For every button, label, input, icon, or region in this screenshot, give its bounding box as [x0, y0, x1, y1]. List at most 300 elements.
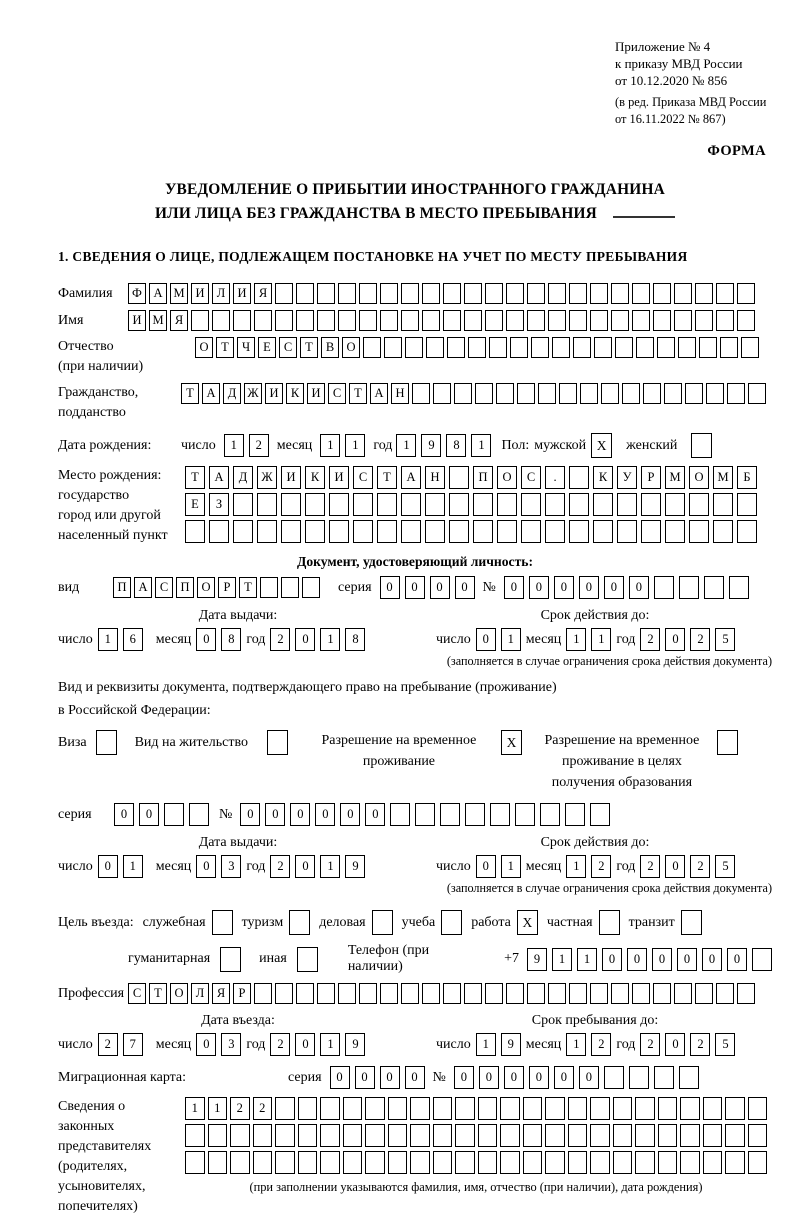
char-box[interactable] — [590, 1097, 610, 1120]
char-box[interactable]: 9 — [421, 434, 441, 457]
residence-permit-checkbox[interactable] — [267, 730, 288, 755]
char-box[interactable] — [674, 983, 692, 1004]
char-box[interactable] — [212, 310, 230, 331]
char-box[interactable]: 0 — [677, 948, 697, 971]
char-box[interactable] — [685, 383, 703, 404]
char-box[interactable] — [380, 310, 398, 331]
char-box[interactable] — [680, 1151, 700, 1174]
char-box[interactable] — [727, 383, 745, 404]
char-box[interactable]: Т — [149, 983, 167, 1004]
char-box[interactable] — [695, 310, 713, 331]
char-box[interactable] — [401, 283, 419, 304]
purpose-work-checkbox[interactable]: X — [517, 910, 538, 935]
char-box[interactable] — [388, 1151, 408, 1174]
char-box[interactable] — [478, 1151, 498, 1174]
char-box[interactable] — [302, 577, 320, 598]
char-box[interactable] — [296, 310, 314, 331]
char-box[interactable] — [281, 493, 301, 516]
char-box[interactable]: 5 — [715, 855, 735, 878]
char-box[interactable]: 1 — [396, 434, 416, 457]
char-box[interactable]: 5 — [715, 628, 735, 651]
char-box[interactable] — [485, 283, 503, 304]
char-box[interactable]: М — [170, 283, 188, 304]
char-box[interactable] — [590, 1151, 610, 1174]
char-box[interactable]: И — [281, 466, 301, 489]
char-box[interactable] — [680, 1097, 700, 1120]
char-box[interactable] — [748, 1151, 768, 1174]
char-box[interactable] — [632, 310, 650, 331]
char-box[interactable] — [343, 1097, 363, 1120]
char-box[interactable]: П — [113, 577, 131, 598]
birth-year-boxes[interactable] — [396, 434, 491, 457]
char-box[interactable] — [433, 383, 451, 404]
char-box[interactable]: Я — [254, 283, 272, 304]
char-box[interactable] — [548, 310, 566, 331]
sex-male-checkbox[interactable]: X — [591, 433, 612, 458]
char-box[interactable] — [713, 520, 733, 543]
char-box[interactable]: 9 — [527, 948, 547, 971]
char-box[interactable] — [611, 283, 629, 304]
char-box[interactable]: 1 — [320, 434, 340, 457]
char-box[interactable] — [455, 1151, 475, 1174]
char-box[interactable]: 1 — [591, 628, 611, 651]
char-box[interactable]: Т — [300, 337, 318, 358]
char-box[interactable] — [617, 493, 637, 516]
char-box[interactable] — [568, 1151, 588, 1174]
char-box[interactable]: 8 — [221, 628, 241, 651]
char-box[interactable] — [617, 520, 637, 543]
char-box[interactable] — [506, 310, 524, 331]
legal-reps-row2[interactable] — [185, 1124, 767, 1147]
char-box[interactable]: Я — [170, 310, 188, 331]
char-box[interactable] — [636, 337, 654, 358]
char-box[interactable] — [689, 493, 709, 516]
char-box[interactable]: 0 — [330, 1066, 350, 1089]
char-box[interactable] — [521, 520, 541, 543]
char-box[interactable] — [473, 493, 493, 516]
char-box[interactable]: М — [665, 466, 685, 489]
char-box[interactable] — [748, 1124, 768, 1147]
char-box[interactable] — [523, 1124, 543, 1147]
char-box[interactable] — [540, 803, 560, 826]
char-box[interactable]: Я — [212, 983, 230, 1004]
char-box[interactable]: Ж — [257, 466, 277, 489]
char-box[interactable] — [568, 1124, 588, 1147]
char-box[interactable] — [689, 520, 709, 543]
char-box[interactable]: П — [176, 577, 194, 598]
residence-issue-year-boxes[interactable] — [270, 855, 365, 878]
char-box[interactable] — [426, 337, 444, 358]
char-box[interactable]: 6 — [123, 628, 143, 651]
char-box[interactable] — [590, 803, 610, 826]
char-box[interactable]: 0 — [196, 628, 216, 651]
char-box[interactable] — [695, 983, 713, 1004]
purpose-business-checkbox[interactable] — [372, 910, 393, 935]
char-box[interactable]: 2 — [690, 1033, 710, 1056]
char-box[interactable] — [455, 1097, 475, 1120]
char-box[interactable] — [737, 310, 755, 331]
char-box[interactable] — [580, 383, 598, 404]
char-box[interactable]: 0 — [579, 1066, 599, 1089]
char-box[interactable] — [275, 983, 293, 1004]
char-box[interactable] — [568, 1097, 588, 1120]
char-box[interactable] — [380, 983, 398, 1004]
char-box[interactable] — [593, 493, 613, 516]
char-box[interactable]: 1 — [566, 628, 586, 651]
char-box[interactable] — [329, 520, 349, 543]
char-box[interactable] — [254, 310, 272, 331]
char-box[interactable]: С — [353, 466, 373, 489]
char-box[interactable]: 0 — [114, 803, 134, 826]
char-box[interactable]: А — [401, 466, 421, 489]
char-box[interactable] — [305, 493, 325, 516]
char-box[interactable]: Л — [191, 983, 209, 1004]
birth-place-row3[interactable] — [185, 520, 757, 543]
char-box[interactable]: 1 — [577, 948, 597, 971]
char-box[interactable] — [613, 1097, 633, 1120]
char-box[interactable] — [388, 1124, 408, 1147]
char-box[interactable]: К — [286, 383, 304, 404]
char-box[interactable] — [725, 1124, 745, 1147]
char-box[interactable]: 2 — [640, 855, 660, 878]
char-box[interactable] — [653, 983, 671, 1004]
char-box[interactable]: 0 — [196, 855, 216, 878]
char-box[interactable]: П — [473, 466, 493, 489]
char-box[interactable]: 1 — [476, 1033, 496, 1056]
char-box[interactable]: 0 — [295, 628, 315, 651]
char-box[interactable]: 0 — [455, 576, 475, 599]
birth-place-row2[interactable] — [185, 493, 757, 516]
purpose-study-checkbox[interactable] — [441, 910, 462, 935]
char-box[interactable]: 0 — [265, 803, 285, 826]
char-box[interactable] — [380, 283, 398, 304]
char-box[interactable] — [658, 1097, 678, 1120]
stay-day-boxes[interactable] — [476, 1033, 521, 1056]
char-box[interactable] — [695, 283, 713, 304]
char-box[interactable] — [538, 383, 556, 404]
char-box[interactable] — [635, 1097, 655, 1120]
char-box[interactable]: 0 — [476, 628, 496, 651]
purpose-other-checkbox[interactable] — [297, 947, 318, 972]
char-box[interactable] — [613, 1124, 633, 1147]
doc-number-boxes[interactable] — [504, 576, 749, 599]
char-box[interactable] — [629, 1066, 649, 1089]
purpose-private-checkbox[interactable] — [599, 910, 620, 935]
residence-expiry-day-boxes[interactable] — [476, 855, 521, 878]
char-box[interactable] — [208, 1124, 228, 1147]
char-box[interactable]: 1 — [123, 855, 143, 878]
char-box[interactable] — [643, 383, 661, 404]
char-box[interactable]: 0 — [98, 855, 118, 878]
char-box[interactable]: 1 — [501, 628, 521, 651]
char-box[interactable] — [164, 803, 184, 826]
char-box[interactable] — [253, 1124, 273, 1147]
char-box[interactable]: 0 — [629, 576, 649, 599]
char-box[interactable]: 0 — [604, 576, 624, 599]
char-box[interactable] — [410, 1124, 430, 1147]
char-box[interactable] — [716, 983, 734, 1004]
char-box[interactable]: 0 — [405, 576, 425, 599]
char-box[interactable] — [433, 1097, 453, 1120]
char-box[interactable] — [523, 1151, 543, 1174]
char-box[interactable] — [720, 337, 738, 358]
char-box[interactable] — [611, 310, 629, 331]
char-box[interactable] — [569, 983, 587, 1004]
char-box[interactable]: 8 — [446, 434, 466, 457]
char-box[interactable] — [497, 520, 517, 543]
char-box[interactable] — [496, 383, 514, 404]
char-box[interactable] — [506, 983, 524, 1004]
char-box[interactable]: 2 — [640, 628, 660, 651]
char-box[interactable] — [635, 1151, 655, 1174]
char-box[interactable]: 1 — [471, 434, 491, 457]
char-box[interactable]: И — [307, 383, 325, 404]
char-box[interactable]: 2 — [270, 1033, 290, 1056]
char-box[interactable] — [657, 337, 675, 358]
char-box[interactable] — [604, 1066, 624, 1089]
char-box[interactable]: 2 — [591, 1033, 611, 1056]
char-box[interactable] — [317, 310, 335, 331]
char-box[interactable] — [679, 576, 699, 599]
char-box[interactable]: 0 — [652, 948, 672, 971]
char-box[interactable]: 1 — [566, 855, 586, 878]
char-box[interactable] — [209, 520, 229, 543]
char-box[interactable]: О — [342, 337, 360, 358]
surname-boxes[interactable] — [128, 283, 755, 304]
char-box[interactable] — [674, 283, 692, 304]
char-box[interactable] — [594, 337, 612, 358]
char-box[interactable]: Р — [218, 577, 236, 598]
char-box[interactable]: 0 — [579, 576, 599, 599]
char-box[interactable]: О — [689, 466, 709, 489]
char-box[interactable] — [185, 520, 205, 543]
char-box[interactable] — [455, 1124, 475, 1147]
char-box[interactable] — [401, 983, 419, 1004]
char-box[interactable] — [569, 493, 589, 516]
char-box[interactable] — [208, 1151, 228, 1174]
char-box[interactable]: 0 — [476, 855, 496, 878]
char-box[interactable] — [706, 383, 724, 404]
char-box[interactable] — [464, 983, 482, 1004]
char-box[interactable]: 3 — [221, 855, 241, 878]
char-box[interactable] — [365, 1124, 385, 1147]
char-box[interactable] — [506, 283, 524, 304]
char-box[interactable]: В — [321, 337, 339, 358]
char-box[interactable] — [449, 466, 469, 489]
char-box[interactable] — [678, 337, 696, 358]
char-box[interactable] — [230, 1124, 250, 1147]
char-box[interactable] — [545, 1097, 565, 1120]
char-box[interactable]: И — [265, 383, 283, 404]
char-box[interactable] — [425, 520, 445, 543]
char-box[interactable] — [412, 383, 430, 404]
char-box[interactable]: Е — [185, 493, 205, 516]
char-box[interactable] — [665, 520, 685, 543]
char-box[interactable] — [737, 520, 757, 543]
char-box[interactable]: 9 — [501, 1033, 521, 1056]
char-box[interactable]: Н — [391, 383, 409, 404]
char-box[interactable]: 1 — [345, 434, 365, 457]
char-box[interactable] — [254, 983, 272, 1004]
char-box[interactable] — [569, 520, 589, 543]
char-box[interactable] — [699, 337, 717, 358]
char-box[interactable] — [390, 803, 410, 826]
char-box[interactable] — [388, 1097, 408, 1120]
char-box[interactable] — [230, 1151, 250, 1174]
char-box[interactable] — [338, 310, 356, 331]
char-box[interactable] — [590, 983, 608, 1004]
char-box[interactable] — [545, 1151, 565, 1174]
char-box[interactable] — [410, 1097, 430, 1120]
char-box[interactable] — [353, 520, 373, 543]
patronymic-boxes[interactable] — [195, 337, 759, 358]
char-box[interactable]: 3 — [221, 1033, 241, 1056]
char-box[interactable]: 2 — [270, 855, 290, 878]
char-box[interactable] — [338, 983, 356, 1004]
char-box[interactable]: 0 — [365, 803, 385, 826]
char-box[interactable] — [473, 520, 493, 543]
char-box[interactable]: С — [155, 577, 173, 598]
char-box[interactable] — [257, 493, 277, 516]
char-box[interactable]: Р — [641, 466, 661, 489]
char-box[interactable]: А — [149, 283, 167, 304]
char-box[interactable] — [425, 493, 445, 516]
char-box[interactable] — [422, 283, 440, 304]
residence-expiry-year-boxes[interactable] — [640, 855, 735, 878]
stay-month-boxes[interactable] — [566, 1033, 611, 1056]
doc-expiry-month-boxes[interactable] — [566, 628, 611, 651]
char-box[interactable] — [485, 983, 503, 1004]
phone-boxes[interactable] — [527, 948, 772, 971]
char-box[interactable] — [401, 493, 421, 516]
char-box[interactable]: У — [617, 466, 637, 489]
char-box[interactable]: И — [191, 283, 209, 304]
char-box[interactable] — [415, 803, 435, 826]
char-box[interactable] — [329, 493, 349, 516]
char-box[interactable] — [422, 310, 440, 331]
char-box[interactable]: 1 — [566, 1033, 586, 1056]
char-box[interactable]: 0 — [240, 803, 260, 826]
doc-expiry-year-boxes[interactable] — [640, 628, 735, 651]
char-box[interactable]: 7 — [123, 1033, 143, 1056]
char-box[interactable] — [320, 1124, 340, 1147]
char-box[interactable] — [500, 1097, 520, 1120]
char-box[interactable] — [377, 520, 397, 543]
char-box[interactable]: 0 — [196, 1033, 216, 1056]
char-box[interactable] — [641, 493, 661, 516]
residence-expiry-month-boxes[interactable] — [566, 855, 611, 878]
char-box[interactable] — [384, 337, 402, 358]
char-box[interactable]: Д — [233, 466, 253, 489]
char-box[interactable]: 2 — [230, 1097, 250, 1120]
char-box[interactable] — [559, 383, 577, 404]
char-box[interactable]: 0 — [315, 803, 335, 826]
doc-issue-month-boxes[interactable] — [196, 628, 241, 651]
citizenship-boxes[interactable] — [181, 383, 766, 404]
char-box[interactable] — [674, 310, 692, 331]
char-box[interactable] — [449, 520, 469, 543]
doc-issue-year-boxes[interactable] — [270, 628, 365, 651]
char-box[interactable] — [713, 493, 733, 516]
char-box[interactable]: Т — [216, 337, 234, 358]
char-box[interactable] — [703, 1124, 723, 1147]
char-box[interactable] — [275, 1151, 295, 1174]
char-box[interactable]: 1 — [320, 628, 340, 651]
char-box[interactable]: 0 — [504, 1066, 524, 1089]
visa-checkbox[interactable] — [96, 730, 117, 755]
char-box[interactable] — [363, 337, 381, 358]
char-box[interactable] — [679, 1066, 699, 1089]
char-box[interactable]: О — [170, 983, 188, 1004]
char-box[interactable] — [443, 310, 461, 331]
char-box[interactable] — [725, 1151, 745, 1174]
char-box[interactable] — [569, 466, 589, 489]
char-box[interactable]: 2 — [249, 434, 269, 457]
char-box[interactable] — [632, 983, 650, 1004]
char-box[interactable]: С — [128, 983, 146, 1004]
purpose-transit-checkbox[interactable] — [681, 910, 702, 935]
char-box[interactable] — [464, 283, 482, 304]
residence-issue-month-boxes[interactable] — [196, 855, 241, 878]
char-box[interactable]: И — [233, 283, 251, 304]
char-box[interactable] — [737, 493, 757, 516]
char-box[interactable]: . — [545, 466, 565, 489]
char-box[interactable] — [338, 283, 356, 304]
char-box[interactable]: 0 — [727, 948, 747, 971]
char-box[interactable]: 0 — [405, 1066, 425, 1089]
char-box[interactable]: Ч — [237, 337, 255, 358]
char-box[interactable] — [468, 337, 486, 358]
char-box[interactable] — [658, 1124, 678, 1147]
char-box[interactable] — [478, 1097, 498, 1120]
char-box[interactable] — [613, 1151, 633, 1174]
char-box[interactable]: О — [195, 337, 213, 358]
char-box[interactable] — [523, 1097, 543, 1120]
char-box[interactable] — [449, 493, 469, 516]
char-box[interactable] — [590, 283, 608, 304]
char-box[interactable]: Т — [181, 383, 199, 404]
char-box[interactable] — [548, 283, 566, 304]
char-box[interactable] — [253, 1151, 273, 1174]
char-box[interactable]: Н — [425, 466, 445, 489]
profession-boxes[interactable] — [128, 983, 755, 1004]
char-box[interactable] — [680, 1124, 700, 1147]
entry-year-boxes[interactable] — [270, 1033, 365, 1056]
entry-day-boxes[interactable] — [98, 1033, 143, 1056]
char-box[interactable] — [490, 803, 510, 826]
purpose-humanitarian-checkbox[interactable] — [220, 947, 241, 972]
char-box[interactable] — [729, 576, 749, 599]
char-box[interactable] — [410, 1151, 430, 1174]
char-box[interactable]: 0 — [602, 948, 622, 971]
char-box[interactable] — [443, 283, 461, 304]
migration-number-boxes[interactable] — [454, 1066, 699, 1089]
char-box[interactable] — [233, 310, 251, 331]
char-box[interactable] — [545, 520, 565, 543]
given-name-boxes[interactable] — [128, 310, 755, 331]
char-box[interactable] — [665, 493, 685, 516]
char-box[interactable] — [298, 1097, 318, 1120]
char-box[interactable] — [447, 337, 465, 358]
char-box[interactable]: К — [593, 466, 613, 489]
char-box[interactable] — [443, 983, 461, 1004]
char-box[interactable]: 0 — [665, 855, 685, 878]
char-box[interactable] — [737, 283, 755, 304]
char-box[interactable] — [275, 283, 293, 304]
char-box[interactable] — [521, 493, 541, 516]
entry-month-boxes[interactable] — [196, 1033, 241, 1056]
char-box[interactable]: С — [279, 337, 297, 358]
